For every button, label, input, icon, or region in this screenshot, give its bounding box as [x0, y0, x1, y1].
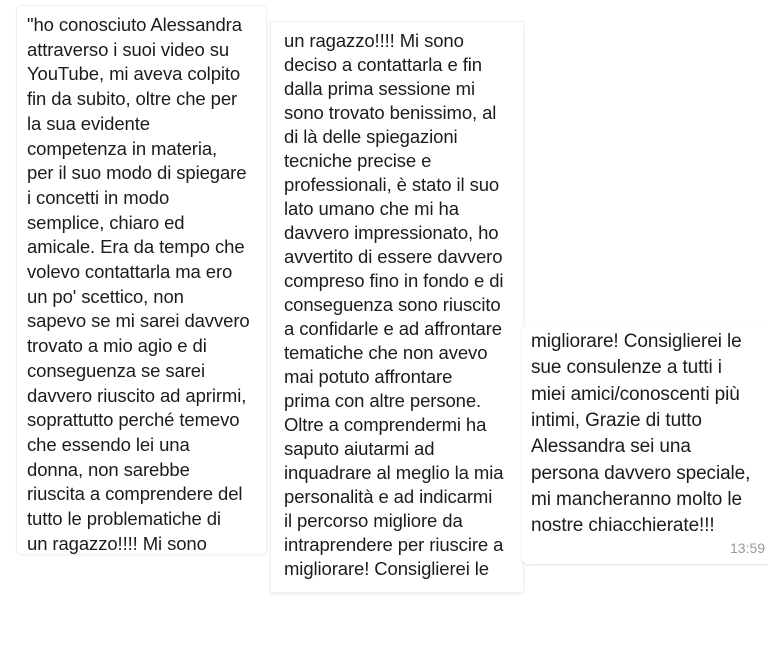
message-text-line: amicale. Era da tempo che	[27, 236, 245, 258]
message-text-line: personalità e ad indicarmi	[284, 486, 493, 507]
message-text-line: persona davvero speciale,	[531, 462, 751, 484]
message-text-line: riuscita a comprendere del	[27, 483, 243, 505]
message-text-line: attraverso i suoi video su	[27, 38, 230, 60]
message-text-line: conseguenza sono riuscito	[284, 294, 501, 315]
message-text-line: Alessandra sei una	[531, 436, 691, 458]
message-text-line: davvero impressionato, ho	[284, 222, 499, 243]
message-text-line: il percorso migliore da	[284, 510, 463, 531]
message-text-line: Oltre a comprendermi ha	[284, 414, 487, 435]
message-bubble-part-3	[522, 324, 768, 564]
message-text-line: soprattutto perché temevo	[27, 409, 240, 431]
message-text-line: intraprendere per riuscire a	[284, 534, 504, 555]
message-text-line: semplice, chiaro ed	[27, 211, 185, 233]
message-text-line: miei amici/conoscenti più	[531, 383, 740, 405]
message-text-line: tematiche che non avevo	[284, 342, 488, 363]
message-text-line: dalla prima sessione mi	[284, 78, 476, 99]
message-text-line: sue consulenze a tutti i	[531, 357, 722, 379]
message-text-line: migliorare! Consiglierei le	[531, 331, 742, 352]
message-text-line: lato umano che mi ha	[284, 198, 459, 219]
message-text-line: volevo contattarla ma ero	[27, 261, 233, 282]
message-text-line: mi mancheranno molto le	[531, 488, 743, 510]
message-text-line: inquadrare al meglio la mia	[284, 462, 504, 483]
message-bubble-part-1	[17, 6, 266, 554]
message-bubble-part-2	[271, 22, 523, 592]
message-text-line: deciso a contattarla e fin	[284, 54, 482, 75]
message-text-line: compreso fino in fondo e di	[284, 270, 504, 291]
message-text-line: tecniche precise e	[284, 150, 432, 171]
message-text-line: mai potuto affrontare	[284, 366, 453, 387]
message-text-line: prima con altre persone.	[284, 390, 482, 411]
message-text-line: di là delle spiegazioni	[284, 126, 458, 147]
message-text-line: conseguenza se sarei	[27, 359, 205, 381]
message-text-line: davvero riuscito ad aprirmi,	[27, 384, 247, 406]
message-text-line: trovato a mio agio e di	[27, 335, 207, 357]
message-text-line: per il suo modo di spiegare	[27, 162, 247, 184]
message-text-line: sono trovato benissimo, al	[284, 102, 497, 123]
message-timestamp: 13:59	[730, 540, 766, 556]
message-text-line: avvertito di essere davvero	[284, 246, 503, 267]
message-text-line: tutto le problematiche di	[27, 508, 221, 529]
message-text-line: che essendo lei una	[27, 433, 190, 455]
message-text-line: "ho conosciuto Alessandra	[27, 14, 242, 35]
message-text-line: migliorare! Consiglierei le	[284, 558, 489, 579]
message-text-line: un po' scettico, non	[27, 285, 184, 307]
message-text-line: un ragazzo!!!! Mi sono	[27, 532, 207, 554]
message-text-line: nostre chiacchierate!!!	[531, 515, 715, 537]
message-text-line: fin da subito, oltre che per	[27, 88, 238, 110]
message-text-line: un ragazzo!!!! Mi sono	[284, 30, 464, 51]
message-text-line: competenza in materia,	[27, 137, 218, 159]
message-text-line: intimi, Grazie di tutto	[531, 409, 702, 431]
message-text-line: la sua evidente	[27, 112, 150, 134]
message-text-line: saputo aiutarmi ad	[284, 438, 435, 459]
message-text-line: a confidarle e ad affrontare	[284, 318, 502, 339]
message-text-line: professionali, è stato il suo	[284, 174, 500, 195]
message-text-line: donna, non sarebbe	[27, 458, 190, 480]
message-text-line: sapevo se mi sarei davvero	[27, 310, 250, 332]
message-text-line: YouTube, mi aveva colpito	[27, 63, 241, 85]
message-text-line: i concetti in modo	[27, 186, 170, 208]
